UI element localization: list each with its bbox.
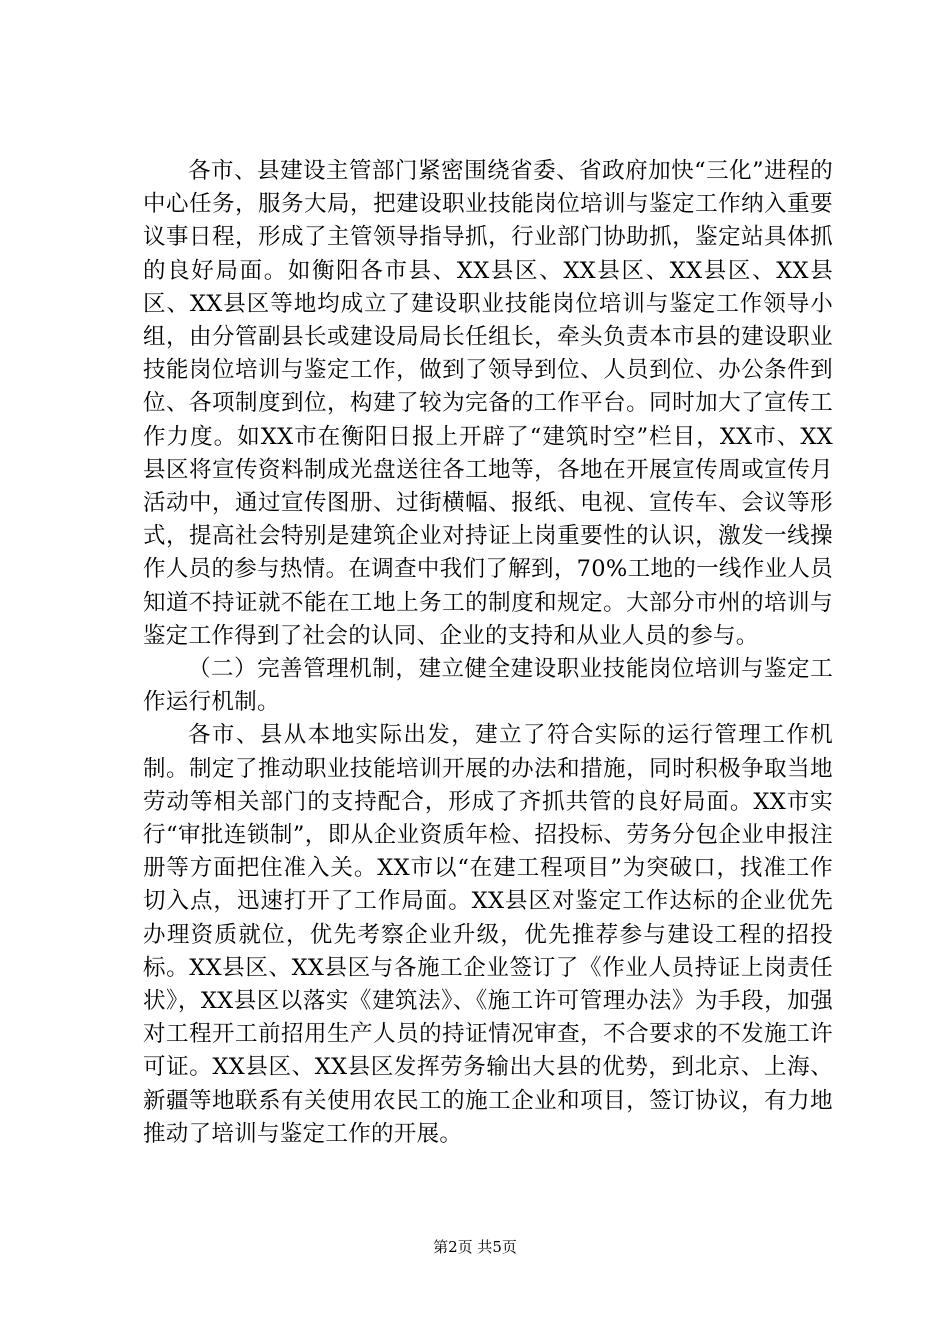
section-heading-management-mechanism: （二）完善管理机制，建立健全建设职业技能岗位培训与鉴定工作运行机制。 <box>143 656 833 716</box>
document-body <box>143 155 833 1151</box>
paragraph-operating-mechanism: 各市、县从本地实际出发，建立了符合实际的运行管理工作机制。制定了推动职业技能培训开展的办法和措施，同时积极争取当地劳动等相关部门的支持配合，形成了齐抓共管的良好局面。XX市实行“审批连锁制”，即从企业资质年检、招投标、劳务分包企业申报注册等方面把住准入关。XX市以“在建工程项目”为突破口，找准工作切入点，迅速打开了工作局面。XX县区对鉴定工作达标的企业优先办理资质就位，优先考察企业升级，优先推荐参与建设工程的招投标。XX县区、XX县区与各施工企业签订了《作业人员持证上岗责任状》，XX县区以落实《建筑法》、《施工许可管理办法》为手段，加强对工程开工前招用生产人员的持证情况审查，不合要求的不发施工许可证。XX县区、XX县区发挥劳务输出大县的优势，到北京、上海、新疆等地联系有关使用农民工的施工企业和项目，签订协议，有力地推动了培训与鉴定工作的开展。 <box>143 722 833 1147</box>
page-number-footer: 第2页 共5页 <box>433 1238 517 1256</box>
paragraph-leadership: 各市、县建设主管部门紧密围绕省委、省政府加快“三化”进程的中心任务，服务大局，把建设职业技能岗位培训与鉴定工作纳入重要议事日程，形成了主管领导指导抓，行业部门协助抓，鉴定站具体抓的良好局面。如衡阳各市县、XX县区、XX县区、XX县区、XX县区、XX县区等地均成立了建设职业技能岗位培训与鉴定工作领导小组，由分管副县长或建设局局长任组长，牵头负责本市县的建设职业技能岗位培训与鉴定工作，做到了领导到位、人员到位、办公条件到位、各项制度到位，构建了较为完备的工作平台。同时加大了宣传工作力度。如XX市在衡阳日报上开辟了“建筑时空”栏目，XX市、XX县区将宣传资料制成光盘送往各工地等，各地在开展宣传周或宣传月活动中，通过宣传图册、过街横幅、报纸、电视、宣传车、会议等形式，提高社会特别是建筑企业对持证上岗重要性的认识，激发一线操作人员的参与热情。在调查中我们了解到，70%工地的一线作业人员知道不持证就不能在工地上务工的制度和规定。大部分市州的培训与鉴定工作得到了社会的认同、企业的支持和从业人员的参与。 <box>143 158 833 649</box>
